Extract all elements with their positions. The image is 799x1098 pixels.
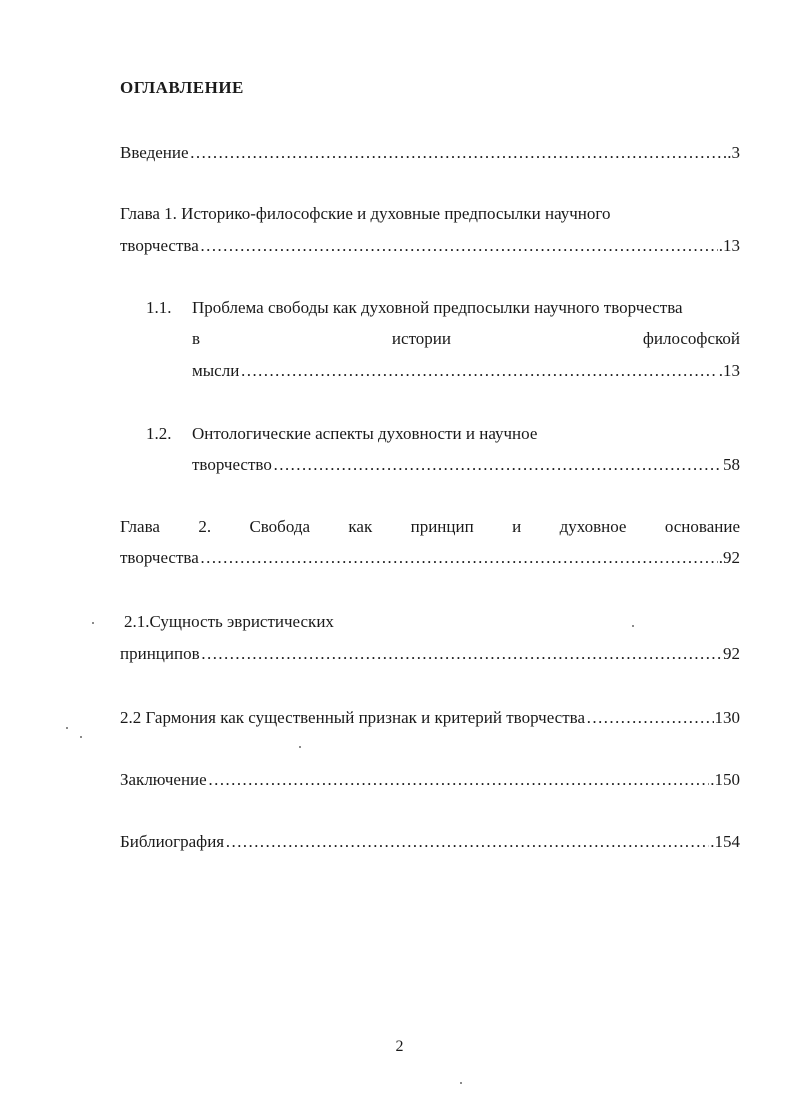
- toc-chapter2-title: [120, 517, 740, 537]
- scan-speck: [299, 746, 301, 748]
- dot-leader: [240, 361, 717, 381]
- toc-entry-chapter2[interactable]: [120, 548, 740, 568]
- toc-entry-section2-1[interactable]: [120, 644, 740, 664]
- toc-entry-label: принципов: [120, 644, 200, 663]
- toc-entry-conclusion[interactable]: [120, 770, 740, 790]
- toc-section1-1-line2: [192, 329, 740, 349]
- word: 2.: [198, 517, 212, 536]
- toc-entry-section1-2[interactable]: [192, 455, 740, 475]
- dot-leader: [208, 770, 710, 790]
- word: истории: [391, 329, 451, 348]
- toc-section1-1-title: Проблема свободы как духовной предпосылки научного творчества: [192, 298, 683, 317]
- toc-page-number: .150: [710, 770, 740, 789]
- toc-entry-bibliography[interactable]: [120, 832, 740, 852]
- section-number-1-2: 1.2.: [146, 424, 172, 443]
- toc-chapter1-title: Глава 1. Историко-философские и духовные предпосылки научного: [120, 204, 611, 223]
- toc-page-number: 58: [723, 455, 740, 474]
- word: в: [192, 329, 201, 348]
- dot-leader: [273, 455, 722, 475]
- word: и: [512, 517, 522, 536]
- dot-leader: [200, 548, 718, 568]
- word: философской: [642, 329, 740, 348]
- page-number: 2: [395, 1038, 404, 1055]
- toc-entry-label: творчества: [120, 236, 199, 255]
- word: как: [348, 517, 373, 536]
- toc-entry-chapter1[interactable]: [120, 236, 740, 256]
- toc-page-number: .13: [718, 361, 740, 380]
- dot-leader: [190, 143, 727, 163]
- toc-title: ОГЛАВЛЕНИЕ: [120, 78, 244, 97]
- toc-entry-label: мысли: [192, 361, 240, 380]
- scan-speck: [80, 736, 82, 738]
- word: духовное: [559, 517, 627, 536]
- scan-speck: [460, 1082, 462, 1084]
- word: принцип: [410, 517, 474, 536]
- section-number-1-1: 1.1.: [146, 298, 172, 317]
- word: основание: [664, 517, 740, 536]
- scan-speck: [632, 625, 634, 627]
- toc-page-number: .3: [727, 143, 740, 162]
- toc-entry-label: Заключение: [120, 770, 207, 789]
- toc-entry-intro[interactable]: [120, 143, 740, 163]
- toc-entry-label: 2.2 Гармония как существенный признак и критерий творчества: [120, 708, 586, 727]
- toc-entry-label: творчества: [120, 548, 199, 567]
- toc-section1-2-title: Онтологические аспекты духовности и научное: [192, 424, 538, 443]
- toc-section2-1-title: 2.1.Сущность эвристических: [124, 612, 334, 631]
- dot-leader: [586, 708, 713, 728]
- toc-page-number: 130: [714, 708, 740, 727]
- dot-leader: [225, 832, 709, 852]
- toc-entry-label: Введение: [120, 143, 189, 162]
- toc-page-number: .92: [718, 548, 740, 567]
- toc-entry-section2-2[interactable]: [120, 708, 740, 728]
- word: Глава: [120, 517, 160, 536]
- toc-entry-section1-1[interactable]: [192, 361, 740, 381]
- scan-speck: [92, 622, 94, 624]
- dot-leader: [200, 236, 718, 256]
- toc-page-number: 92: [723, 644, 740, 663]
- scan-speck: [66, 727, 68, 729]
- word: Свобода: [249, 517, 311, 536]
- toc-entry-label: творчество: [192, 455, 272, 474]
- toc-page-number: .154: [710, 832, 740, 851]
- toc-entry-label: Библиография: [120, 832, 225, 851]
- toc-page-number: .13: [718, 236, 740, 255]
- dot-leader: [201, 644, 722, 664]
